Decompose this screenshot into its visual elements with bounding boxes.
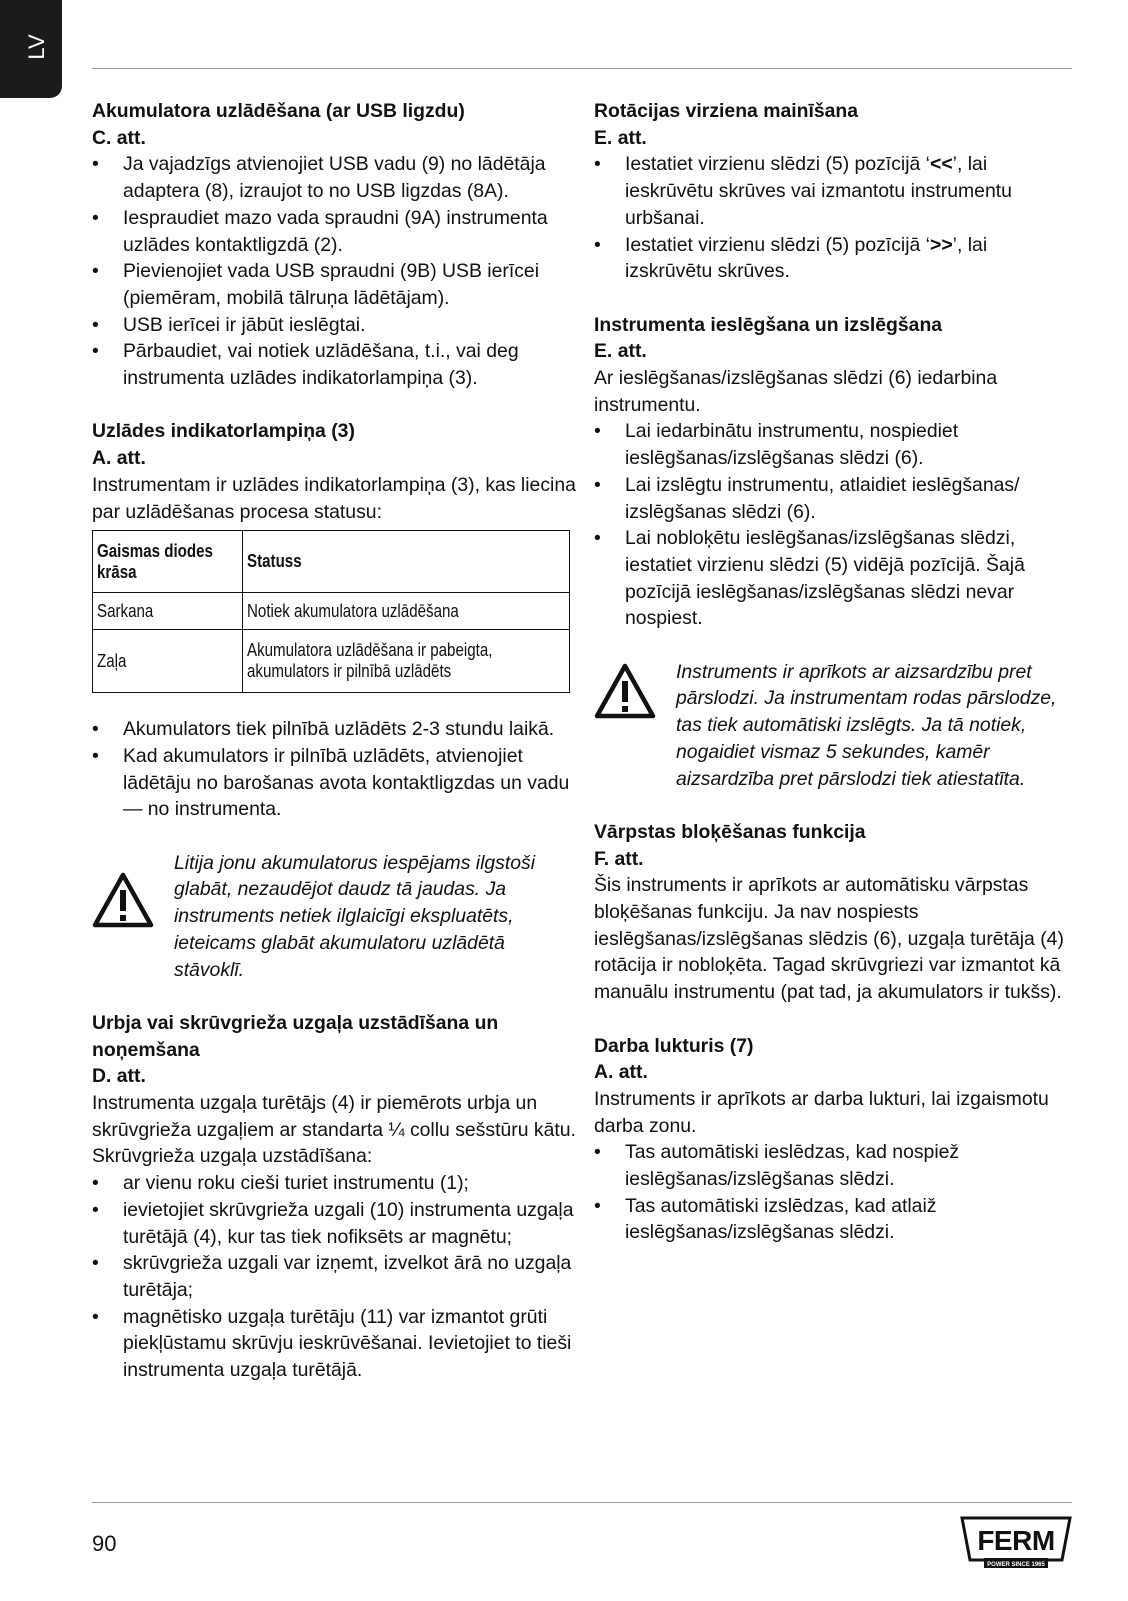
- warning-text: Instruments ir aprīkots ar aizsardzību pret pārslodzi. Ja instrumentam rodas pārslodze, tas tiek automātiski izslēgts. Ja tā notiek, nogaidiet vismaz 5 sekundes, kamēr aizsardzība pret pārslodzi tiek atiestatīta.: [676, 660, 1057, 790]
- list-item: • magnētisko uzgaļa turētāju (11) var izmantot grūti piekļūstamu skrūvju ieskrūvēšanai. Ievietojiet to tieši instrumenta uzgaļa turētājā.: [92, 1304, 578, 1384]
- table-header-cell: [243, 531, 570, 593]
- warning-note: [594, 659, 1078, 793]
- bullet-list: [92, 151, 578, 391]
- text-part: Iestatiet virzienu slēdzi (5) pozīcijā ‘: [625, 233, 930, 256]
- list-item: • ievietojiet skrūvgrieža uzgali (10) instrumenta uzgaļa turētājā (4), kur tas tiek nofiksēts ar magnētu;: [92, 1197, 578, 1250]
- warning-icon: [92, 850, 174, 936]
- text-part: ’, lai izskrūvētu skrūves.: [625, 233, 988, 283]
- table-cell: [243, 630, 570, 693]
- list-item: • Iespraudiet mazo vada spraudni (9A) instrumenta uzlādes kontaktligzdā (2).: [92, 205, 578, 258]
- direction-symbol: <<: [930, 153, 953, 176]
- section-title: Vārpstas bloķēšanas funkcija: [594, 820, 866, 843]
- bullet-list: [92, 716, 578, 823]
- bullet-list: [594, 418, 1078, 632]
- header-text: Statuss: [247, 551, 302, 572]
- header-text: krāsa: [97, 561, 137, 582]
- led-status-table: [92, 530, 570, 693]
- list-item: [594, 151, 1078, 231]
- ferm-logo: [958, 1516, 1074, 1568]
- list-item: • ar vienu roku cieši turiet instrumentu (1);: [92, 1170, 578, 1197]
- bullet-list: [594, 1139, 1078, 1246]
- table-header-row: [93, 531, 570, 593]
- figure-ref: A. att.: [594, 1061, 648, 1084]
- list-item: • Kad akumulators ir pilnībā uzlādēts, atvienojiet lādētāju no barošanas avota kontaktligzdas un vadu — no instrumenta.: [92, 743, 578, 823]
- figure-ref: D. att.: [92, 1065, 146, 1088]
- right-column: [594, 98, 1078, 1246]
- header-rule: [92, 68, 1072, 69]
- header-text: Gaismas diodes: [97, 540, 213, 561]
- cell-text: Notiek akumulatora uzlādēšana: [247, 600, 459, 621]
- section-title: Instrumenta ieslēgšana un izslēgšana: [594, 313, 943, 336]
- list-item: • Lai nobloķētu ieslēgšanas/izslēgšanas slēdzi, iestatiet virzienu slēdzi (5) vidējā pozīcijā. Šajā pozīcijā ieslēgšanas/izslēgšanas slēdzi nevar nospiest.: [594, 525, 1078, 632]
- list-item: • Pārbaudiet, vai notiek uzlādēšana, t.i., vai deg instrumenta uzlādes indikatorlampiņa (3).: [92, 338, 578, 391]
- paragraph: Instrumenta uzgaļa turētājs (4) ir piemērots urbja un skrūvgrieža uzgaļiem ar standarta ¼ collu sešstūru kātu. Skrūvgrieža uzgaļa uzstādīšana:: [92, 1092, 576, 1168]
- figure-ref: E. att.: [594, 340, 647, 363]
- list-item: • USB ierīcei ir jābūt ieslēgtai.: [92, 312, 578, 339]
- language-tab: [0, 0, 62, 98]
- table-cell: [243, 593, 570, 630]
- list-item: • Akumulators tiek pilnībā uzlādēts 2-3 stundu laikā.: [92, 716, 578, 743]
- cell-text: Sarkana: [97, 600, 154, 621]
- warning-text: Litija jonu akumulatorus iespējams ilgstoši glabāt, nezaudējot daudz tā jaudas. Ja instruments netiek ilglaicīgi ekspluatēts, ieteicams glabāt akumulatoru uzlādētā stāvoklī.: [174, 851, 536, 981]
- list-item: • skrūvgrieža uzgali var izņemt, izvelkot ārā no uzgaļa turētāja;: [92, 1250, 578, 1303]
- cell-text: Akumulatora uzlādēšana ir pabeigta,: [247, 640, 493, 661]
- warning-icon: [594, 659, 676, 727]
- cell-text: Zaļa: [97, 650, 127, 671]
- section-title: Akumulatora uzlādēšana (ar USB ligzdu): [92, 100, 465, 122]
- section-title: Darba lukturis (7): [594, 1034, 754, 1057]
- table-row: [93, 593, 570, 630]
- text-part: ’, lai ieskrūvētu skrūves vai izmantotu instrumentu urbšanai.: [625, 153, 1012, 229]
- list-item: • Tas automātiski ieslēdzas, kad nospiež ieslēgšanas/izslēgšanas slēdzi.: [594, 1139, 1078, 1192]
- text-part: Iestatiet virzienu slēdzi (5) pozīcijā ‘: [625, 153, 930, 176]
- table-row: [93, 630, 570, 693]
- table-header-cell: [93, 531, 243, 593]
- list-item: • Lai izslēgtu instrumentu, atlaidiet ieslēgšanas/ izslēgšanas slēdzi (6).: [594, 472, 1078, 525]
- section-title: Urbja vai skrūvgrieža uzgaļa uzstādīšana un noņemšana: [92, 1011, 499, 1061]
- list-item: • Tas automātiski izslēdzas, kad atlaiž ieslēgšanas/izslēgšanas slēdzi.: [594, 1193, 1078, 1246]
- list-item: • Lai iedarbinātu instrumentu, nospiediet ieslēgšanas/izslēgšanas slēdzi (6).: [594, 418, 1078, 471]
- figure-ref: C. att.: [92, 126, 146, 149]
- table-cell: [93, 630, 243, 693]
- logo-text: FERM: [977, 1525, 1055, 1556]
- section-title: Uzlādes indikatorlampiņa (3): [92, 420, 355, 443]
- list-item: [594, 232, 1078, 285]
- left-column: [92, 98, 578, 1384]
- section-title: Rotācijas virziena mainīšana: [594, 100, 859, 122]
- cell-text: akumulators ir pilnībā uzlādēts: [247, 661, 452, 682]
- paragraph: Instrumentam ir uzlādes indikatorlampiņa (3), kas liecina par uzlādēšanas procesa statusu:: [92, 473, 576, 523]
- table-cell: [93, 593, 243, 630]
- figure-ref: A. att.: [92, 447, 146, 470]
- direction-symbol: >>: [930, 233, 953, 256]
- footer-rule: [92, 1502, 1072, 1503]
- paragraph: Šis instruments ir aprīkots ar automātisku vārpstas bloķēšanas funkciju. Ja nav nospiests ieslēgšanas/izslēgšanas slēdzis (6), uzgaļa turētāja (4) rotācija ir nobloķēta. Tagad skrūvgriezi var izmantot kā manuālu instrumentu (pat tad, ja akumulators ir tukšs).: [594, 874, 1064, 1004]
- paragraph: Ar ieslēgšanas/izslēgšanas slēdzi (6) iedarbina instrumentu.: [594, 367, 998, 416]
- bullet-list: [594, 151, 1078, 285]
- bullet-list: [92, 1170, 578, 1384]
- figure-ref: F. att.: [594, 847, 644, 870]
- logo-tagline: POWER SINCE 1965: [987, 1562, 1045, 1568]
- language-code: LV: [24, 34, 49, 60]
- warning-note: [92, 850, 578, 984]
- list-item: • Ja vajadzīgs atvienojiet USB vadu (9) no lādētāja adaptera (8), izraujot to no USB ligzdas (8A).: [92, 151, 578, 204]
- list-item: • Pievienojiet vada USB spraudni (9B) USB ierīcei (piemēram, mobilā tālruņa lādētājam).: [92, 258, 578, 311]
- page-number: 90: [92, 1531, 117, 1556]
- paragraph: Instruments ir aprīkots ar darba lukturi, lai izgaismotu darba zonu.: [594, 1087, 1049, 1137]
- figure-ref: E. att.: [594, 126, 647, 149]
